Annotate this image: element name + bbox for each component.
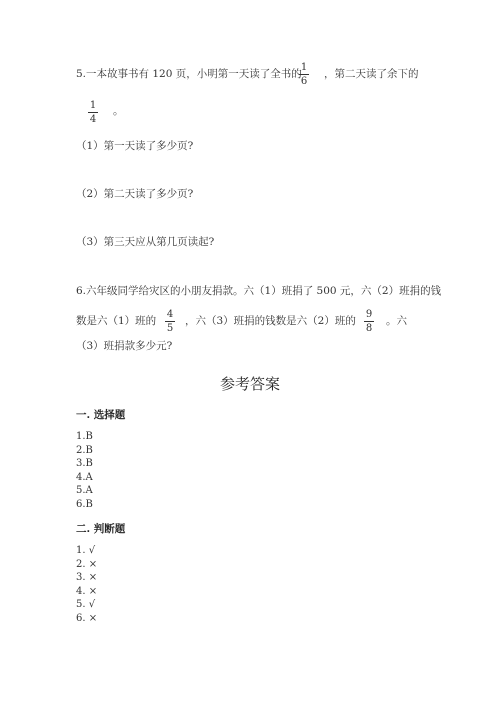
q5-fraction-1 [298, 62, 310, 87]
q5-fraction-2-denominator: 4 [89, 114, 97, 125]
section-heading-judgment: 二. 判断题 [76, 523, 126, 535]
q6-fraction-1-denominator: 5 [166, 323, 174, 334]
choice-answers-list [76, 430, 93, 511]
q6-line2-part3: 。六 [386, 315, 407, 327]
list-item: 4. × [76, 585, 98, 597]
q6-fraction-1 [164, 309, 176, 334]
q6-line1: 6.六年级同学给灾区的小朋友捐款。六（1）班捐了 500 元，六（2）班捐的钱 [76, 285, 442, 297]
list-item: 2. × [76, 558, 98, 570]
list-item: 5.A [76, 485, 93, 496]
q6-fraction-1-numerator: 4 [166, 309, 174, 320]
q5-fraction-1-denominator: 6 [300, 76, 308, 87]
q6-line2-part1: 数是六（1）班的 [76, 315, 157, 327]
q5-fraction-1-numerator: 1 [300, 62, 308, 73]
list-item: 6.B [76, 498, 93, 510]
section-heading-choice: 一. 选择题 [76, 409, 126, 421]
fraction-bar [165, 321, 175, 322]
q6-fraction-2-denominator: 8 [365, 323, 373, 334]
fraction-bar [364, 321, 374, 322]
list-item: 2.B [76, 444, 93, 456]
q5-fraction-2 [87, 100, 99, 125]
q6-line2-part2: ，六（3）班捐的钱数是六（2）班的 [185, 315, 356, 327]
q5-sub-question-3: （3）第三天应从第几页读起? [76, 236, 215, 248]
q6-fraction-2-numerator: 9 [365, 309, 373, 320]
list-item: 6. × [76, 612, 98, 624]
list-item: 5. √ [76, 599, 96, 610]
list-item: 3.B [76, 458, 93, 469]
list-item: 3. × [76, 572, 98, 583]
q5-fraction-2-numerator: 1 [89, 100, 97, 111]
answers-title: 参考答案 [219, 375, 280, 393]
q5-line1-part1: 5.一本故事书有 120 页，小明第一天读了全书的 [76, 68, 302, 80]
q5-sub-question-1: （1）第一天读了多少页? [76, 140, 194, 152]
list-item: 1. √ [76, 545, 96, 556]
q5-line2-tail: 。 [113, 105, 124, 117]
list-item: 1.B [76, 431, 93, 442]
fraction-bar [88, 112, 98, 113]
q6-fraction-2 [363, 309, 375, 334]
fraction-bar [299, 74, 309, 75]
q5-sub-question-2: （2）第二天读了多少页? [76, 188, 194, 200]
list-item: 4.A [76, 471, 93, 483]
q6-line3: （3）班捐款多少元? [76, 340, 173, 352]
judgment-answers-list [76, 544, 97, 625]
q5-line1-part2: ，第二天读了余下的 [324, 68, 419, 80]
